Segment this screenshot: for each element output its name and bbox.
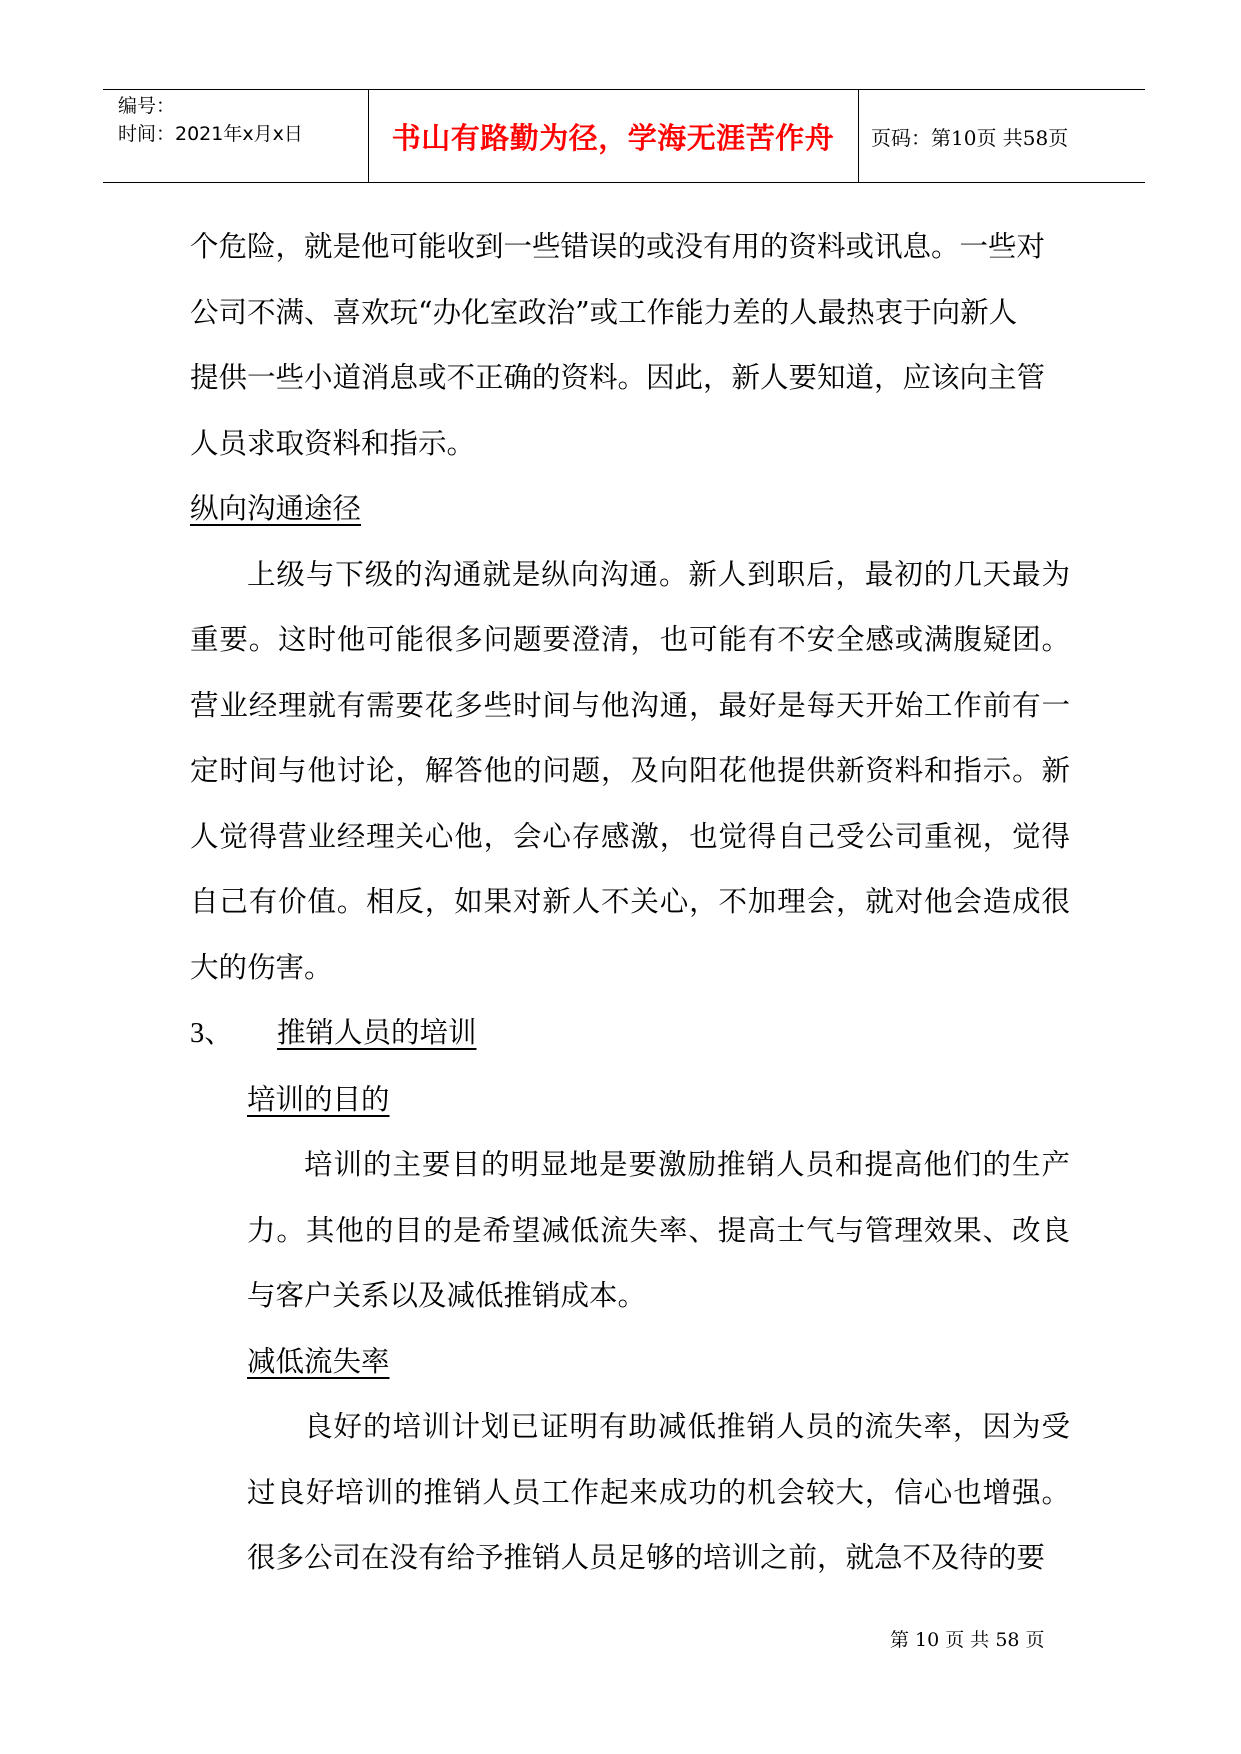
subsection-heading xyxy=(190,1067,1070,1133)
item-title: 推销人员的培训 xyxy=(277,1016,477,1049)
heading-training-purpose: 培训的目的 xyxy=(247,1082,390,1116)
header-page-label: 页码：第10页 共58页 xyxy=(871,125,1069,150)
page-footer: 第 10 页 共 58 页 xyxy=(890,1629,1045,1651)
subsection-heading xyxy=(190,1329,1070,1395)
number-label: 编号： xyxy=(118,95,176,117)
paragraph-reduce-turnover: 良好的培训计划已证明有助减低推销人员的流失率，因为受过良好培训的推销人员工作起来成功的机会较大，信心也增强。很多公司在没有给予推销人员足够的培训之前，就急不及待的要 xyxy=(247,1410,1070,1574)
paragraph-continued xyxy=(190,214,1070,476)
section-heading xyxy=(190,476,1070,542)
document-header xyxy=(103,89,1145,183)
header-meta xyxy=(118,92,303,148)
header-motto: 书山有路勤为径，学海无涯苦作舟 xyxy=(391,120,835,155)
text-line: 个危险，就是他可能收到一些错误的或没有用的资料或讯息。一些对 xyxy=(190,230,1046,263)
heading-vertical-communication: 纵向沟通途径 xyxy=(190,492,362,525)
time-label: 时间：2021年x月x日 xyxy=(118,123,303,145)
numbered-item xyxy=(190,1000,1070,1067)
heading-reduce-turnover: 减低流失率 xyxy=(247,1344,390,1378)
document-body xyxy=(190,214,1070,1591)
item-number: 3、 xyxy=(190,1018,233,1049)
text-line: 提供一些小道消息或不正确的资料。因此，新人要知道，应该向主管 xyxy=(190,361,1046,394)
text-line: 人员求取资料和指示。 xyxy=(190,426,476,460)
paragraph-training-purpose: 培训的主要目的明显地是要激励推销人员和提高他们的生产力。其他的目的是希望减低流失率、提高士气与管理效果、改良与客户关系以及减低推销成本。 xyxy=(247,1148,1070,1312)
header-divider xyxy=(858,90,859,182)
text-line: 公司不满、喜欢玩“办化室政治”或工作能力差的人最热衷于向新人 xyxy=(190,295,1018,329)
paragraph-vertical-communication: 上级与下级的沟通就是纵向沟通。新人到职后，最初的几天最为重要。这时他可能很多问题要澄清，也可能有不安全感或满腹疑团。营业经理就有需要花多些时间与他沟通，最好是每天开始工作前有一定时间与他讨论，解答他的问题，及向阳花他提供新资料和指示。新人觉得营业经理关心他，会心存感激，也觉得自己受公司重视，觉得自己有价值。相反，如果对新人不关心，不加理会，就对他会造成很大的伤害。 xyxy=(190,557,1070,984)
